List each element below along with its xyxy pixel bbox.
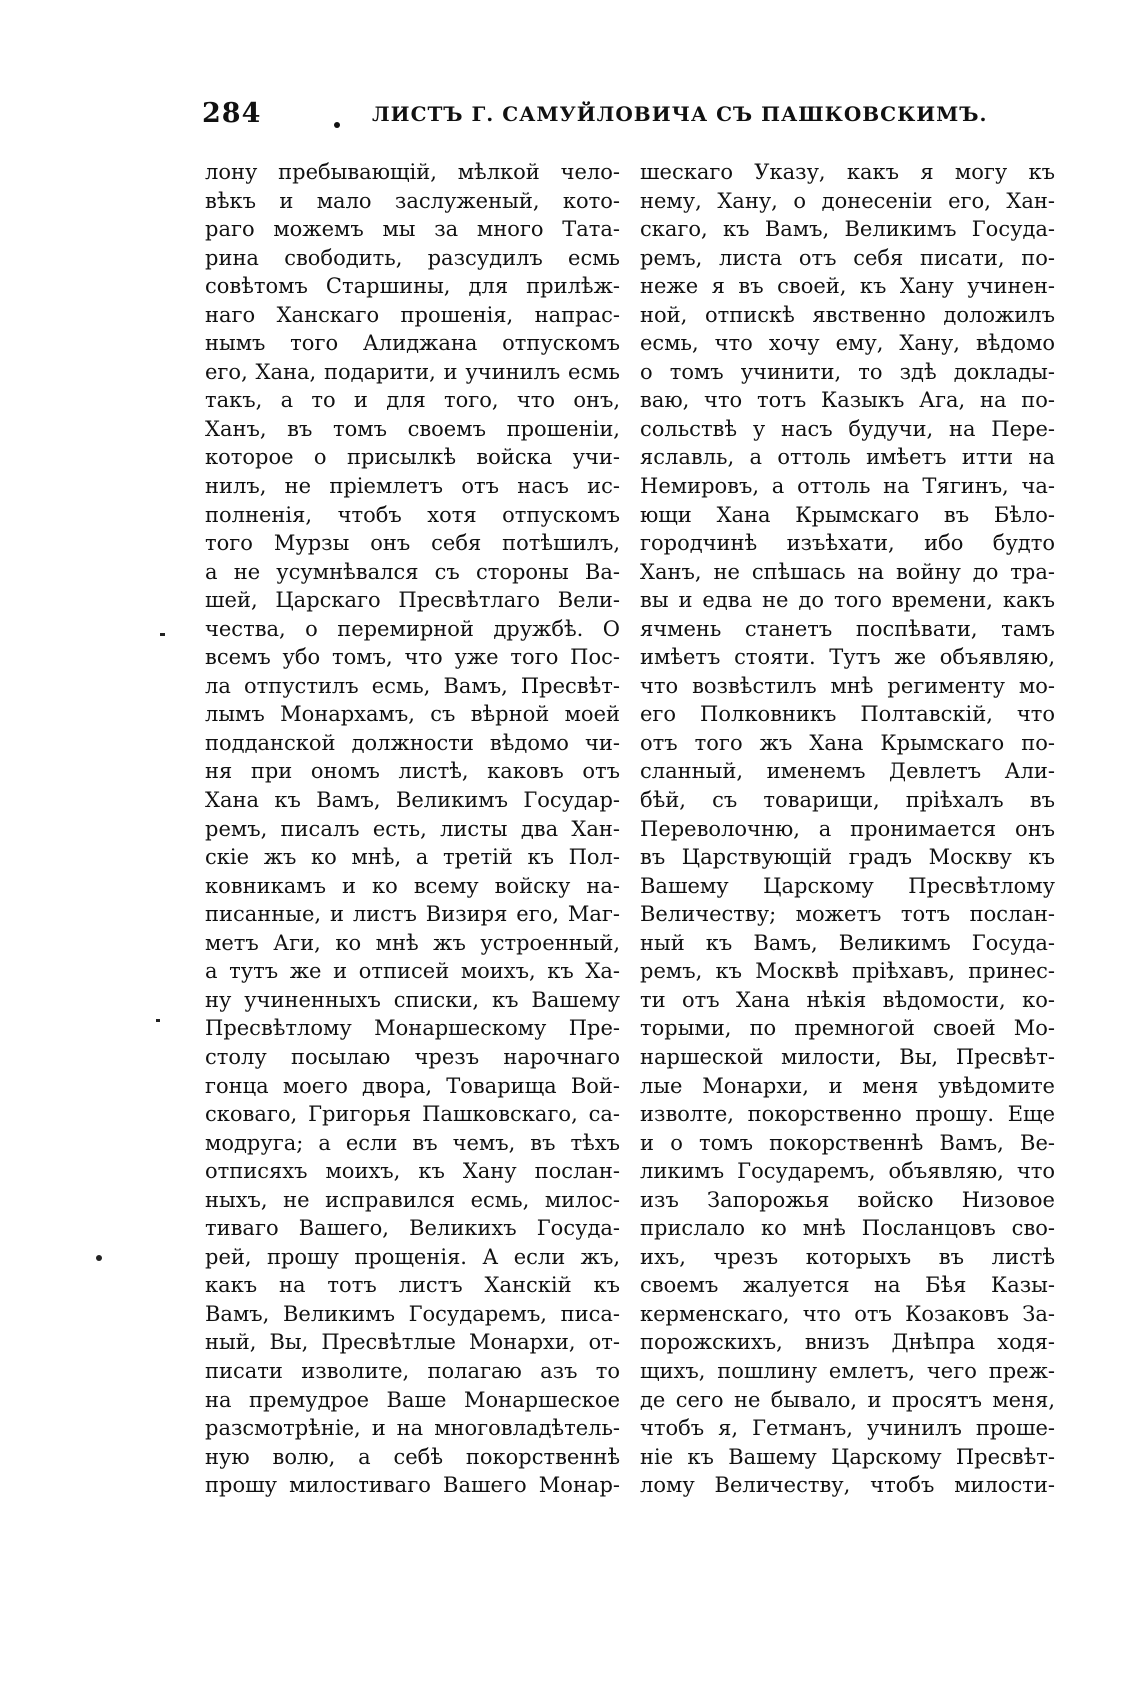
text-line: щихъ, пошлину емлетъ, чего преж- xyxy=(640,1358,1055,1383)
text-line: Величеству; можетъ тотъ послан- xyxy=(640,902,1055,927)
text-line: ный къ Вамъ, Великимъ Госуда- xyxy=(640,930,1055,955)
margin-mark xyxy=(96,1255,102,1261)
text-line: его, Хана, подарити, и учинилъ есмь xyxy=(205,359,620,384)
text-line: ти отъ Хана нѣкія вѣдомости, ко- xyxy=(640,987,1055,1012)
text-line: раго можемъ мы за много Тата- xyxy=(205,217,620,242)
text-line: де сего не бывало, и просятъ меня, xyxy=(640,1387,1055,1412)
text-line: сковаго, Григорья Пашковскаго, са- xyxy=(205,1102,620,1127)
text-line: нымъ того Алиджана отпускомъ xyxy=(205,331,620,356)
text-line: имѣетъ стояти. Тутъ же объявляю, xyxy=(640,645,1055,670)
text-line: ніе къ Вашему Царскому Пресвѣт- xyxy=(640,1444,1055,1469)
text-line: чтобъ я, Гетманъ, учинилъ проше- xyxy=(640,1416,1055,1441)
text-line: прошу милостиваго Вашего Монар- xyxy=(205,1473,620,1498)
text-line: рина свободить, разсудилъ есмь xyxy=(205,245,620,270)
text-line: лому Величеству, чтобъ милости- xyxy=(640,1473,1055,1498)
text-line: Немировъ, а оттоль на Тягинъ, ча- xyxy=(640,474,1055,499)
text-line: ну учиненныхъ списки, къ Вашему xyxy=(205,987,620,1012)
text-line: ныхъ, не исправился есмь, милос- xyxy=(205,1187,620,1212)
text-line: ный, Вы, Пресвѣтлые Монархи, от- xyxy=(205,1330,620,1355)
text-line: ячмень станетъ поспѣвати, тамъ xyxy=(640,616,1055,641)
text-line: ющи Хана Крымскаго въ Бѣло- xyxy=(640,502,1055,527)
text-line: неже я въ своей, къ Хану учинен- xyxy=(640,274,1055,299)
page-number: 284 xyxy=(202,98,262,129)
text-line: а не усумнѣвался съ стороны Ва- xyxy=(205,559,620,584)
text-line: такъ, а то и для того, что онъ, xyxy=(205,388,620,413)
text-line: городчинѣ изъѣхати, ибо будто xyxy=(640,531,1055,556)
text-line: вѣкъ и мало заслуженый, кото- xyxy=(205,188,620,213)
text-line: яславль, а оттоль имѣетъ итти на xyxy=(640,445,1055,470)
text-line: совѣтомъ Старшины, для прилѣж- xyxy=(205,274,620,299)
text-line: что возвѣстилъ мнѣ регименту мо- xyxy=(640,673,1055,698)
text-line: писати изволите, полагаю азъ то xyxy=(205,1358,620,1383)
text-line: лые Монархи, и меня увѣдомите xyxy=(640,1073,1055,1098)
text-line: модруга; а если въ чемъ, въ тѣхъ xyxy=(205,1130,620,1155)
text-line: Хана къ Вамъ, Великимъ Государ- xyxy=(205,788,620,813)
text-line: чества, о перемирной дружбѣ. О xyxy=(205,616,620,641)
text-line: лымъ Монархамъ, съ вѣрной моей xyxy=(205,702,620,727)
text-line: прислало ко мнѣ Посланцовъ сво- xyxy=(640,1216,1055,1241)
text-line: ную волю, а себѣ покорственнѣ xyxy=(205,1444,620,1469)
text-line: ремъ, къ Москвѣ пріѣхавъ, принес- xyxy=(640,959,1055,984)
text-line: есмь, что хочу ему, Хану, вѣдомо xyxy=(640,331,1055,356)
text-line: шей, Царскаго Пресвѣтлаго Вели- xyxy=(205,588,620,613)
text-line: ихъ, чрезъ которыхъ въ листѣ xyxy=(640,1244,1055,1269)
text-line: а тутъ же и отписей моихъ, къ Ха- xyxy=(205,959,620,984)
text-line: писанные, и листъ Визиря его, Маг- xyxy=(205,902,620,927)
header-dot xyxy=(334,122,340,128)
text-line: торыми, по премногой своей Мо- xyxy=(640,1016,1055,1041)
text-line: нилъ, не пріемлетъ отъ насъ ис- xyxy=(205,474,620,499)
text-line: порожскихъ, внизъ Днѣпра ходя- xyxy=(640,1330,1055,1355)
text-line: Вашему Царскому Пресвѣтлому xyxy=(640,873,1055,898)
text-line: изъ Запорожья войско Низовое xyxy=(640,1187,1055,1212)
text-line: метъ Аги, ко мнѣ жъ устроенный, xyxy=(205,930,620,955)
page-header xyxy=(0,0,1140,150)
text-line: на премудрое Ваше Монаршеское xyxy=(205,1387,620,1412)
text-line: керменскаго, что отъ Козаковъ За- xyxy=(640,1301,1055,1326)
text-line: какъ на тотъ листъ Ханскій къ xyxy=(205,1273,620,1298)
text-line: ликимъ Государемъ, объявляю, что xyxy=(640,1159,1055,1184)
text-line: бѣй, съ товарищи, пріѣхалъ въ xyxy=(640,788,1055,813)
text-line: Ханъ, въ томъ своемъ прошеніи, xyxy=(205,416,620,441)
text-line: ваю, что тотъ Казыкъ Ага, на по- xyxy=(640,388,1055,413)
text-line: Пресвѣтлому Монаршескому Пре- xyxy=(205,1016,620,1041)
text-line: сланный, именемъ Девлетъ Али- xyxy=(640,759,1055,784)
text-line: ня при ономъ листѣ, каковъ отъ xyxy=(205,759,620,784)
text-line: ной, отпискѣ явственно доложилъ xyxy=(640,302,1055,327)
text-line: подданской должности вѣдомо чи- xyxy=(205,730,620,755)
text-line: Переволочню, а пронимается онъ xyxy=(640,816,1055,841)
text-line: которое о присылкѣ войска учи- xyxy=(205,445,620,470)
text-line: ремъ, писалъ есть, листы два Хан- xyxy=(205,816,620,841)
text-line: ковникамъ и ко всему войску на- xyxy=(205,873,620,898)
left-text-column xyxy=(205,158,620,1500)
text-line: ремъ, листа отъ себя писати, по- xyxy=(640,245,1055,270)
text-line: того Мурзы онъ себя потѣшилъ, xyxy=(205,531,620,556)
text-line: отъ того жъ Хана Крымскаго по- xyxy=(640,730,1055,755)
text-line: всемъ убо томъ, что уже того Пос- xyxy=(205,645,620,670)
text-line: тиваго Вашего, Великихъ Госуда- xyxy=(205,1216,620,1241)
text-line: своемъ жалуется на Бѣя Казы- xyxy=(640,1273,1055,1298)
margin-mark xyxy=(160,633,165,636)
text-line: разсмотрѣніе, и на многовладѣтель- xyxy=(205,1416,620,1441)
text-line: въ Царствующій градъ Москву къ xyxy=(640,845,1055,870)
text-line: его Полковникъ Полтавскій, что xyxy=(640,702,1055,727)
text-line: Ханъ, не спѣшась на войну до тра- xyxy=(640,559,1055,584)
right-text-column xyxy=(640,158,1055,1500)
text-line: скіе жъ ко мнѣ, а третій къ Пол- xyxy=(205,845,620,870)
text-line: нему, Хану, о донесеніи его, Хан- xyxy=(640,188,1055,213)
text-line: полненія, чтобъ хотя отпускомъ xyxy=(205,502,620,527)
text-line: скаго, къ Вамъ, Великимъ Госуда- xyxy=(640,217,1055,242)
text-line: наршеской милости, Вы, Пресвѣт- xyxy=(640,1044,1055,1069)
text-line: вы и едва не до того времени, какъ xyxy=(640,588,1055,613)
text-line: рей, прошу прощенія. А если жъ, xyxy=(205,1244,620,1269)
running-head: ЛИСТЪ Г. САМУЙЛОВИЧА СЪ ПАШКОВСКИМЪ. xyxy=(372,102,988,126)
text-line: ла отпустилъ есмь, Вамъ, Пресвѣт- xyxy=(205,673,620,698)
text-line: Вамъ, Великимъ Государемъ, писа- xyxy=(205,1301,620,1326)
text-line: и о томъ покорственнѣ Вамъ, Ве- xyxy=(640,1130,1055,1155)
text-line: изволте, покорственно прошу. Еще xyxy=(640,1102,1055,1127)
text-line: о томъ учинити, то здѣ доклады- xyxy=(640,359,1055,384)
text-line: шескаго Указу, какъ я могу къ xyxy=(640,160,1055,184)
text-line: гонца моего двора, Товарища Вой- xyxy=(205,1073,620,1098)
text-line: лону пребывающій, мѣлкой чело- xyxy=(205,160,620,184)
text-line: отписяхъ моихъ, къ Хану послан- xyxy=(205,1159,620,1184)
text-line: столу посылаю чрезъ нарочнаго xyxy=(205,1044,620,1069)
text-line: наго Ханскаго прошенія, напрас- xyxy=(205,302,620,327)
text-line: сольствѣ у насъ будучи, на Пере- xyxy=(640,416,1055,441)
margin-mark xyxy=(156,1019,160,1022)
